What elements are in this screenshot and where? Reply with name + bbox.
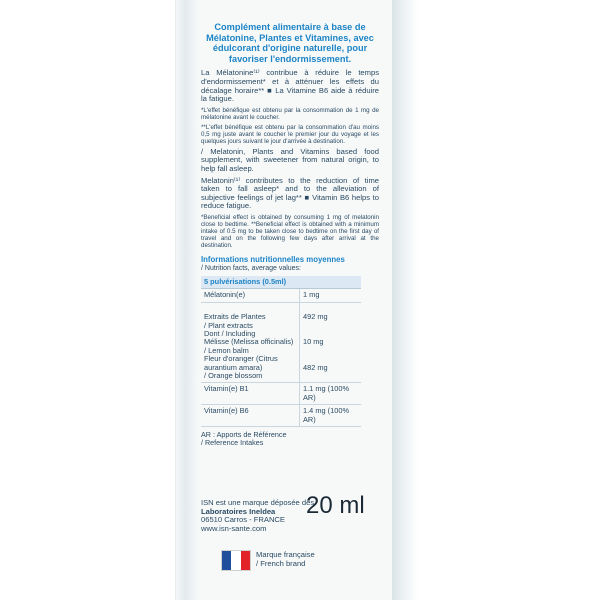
table-row <box>201 405 361 427</box>
nutrient-name: Vitamin(e) B1 <box>201 383 300 405</box>
table-row <box>201 383 361 405</box>
nutrient-name: Mélatonin(e) <box>201 289 300 302</box>
nutrient-name: Vitamin(e) B6 <box>201 405 300 427</box>
reference-intakes <box>201 431 379 447</box>
brand-website: www.isn-sante.com <box>201 524 267 534</box>
origin-text <box>256 550 315 569</box>
box-right-edge <box>392 0 418 600</box>
serving-size: 5 pulvérisations (0.5ml) <box>201 276 361 289</box>
french-flag-icon <box>221 550 251 571</box>
box-left-edge <box>175 0 198 600</box>
nutrient-value: 1 mg <box>300 289 362 302</box>
brand-block <box>201 499 381 534</box>
nutrient-value: 1.4 mg (100% AR) <box>300 405 362 427</box>
brand-line: ISN est une marque déposée des <box>201 498 315 507</box>
en-intro: / Melatonin, Plants and Vitamins based food supplement, with sweetener from natural origin, to help fall asleep. <box>201 146 379 173</box>
table-row <box>201 302 361 383</box>
table-row <box>201 289 361 302</box>
origin-en: / French brand <box>256 558 306 568</box>
nutrient-value: 1.1 mg (100% AR) <box>300 383 362 405</box>
nutrient-name <box>201 302 300 383</box>
nutrition-serving-row <box>201 276 361 289</box>
fr-note-1: *L'effet bénéfique est obtenu par la consommation de 1 mg de mélatonine avant le coucher. <box>201 106 379 121</box>
nutrition-heading: Informations nutritionnelles moyennes <box>201 254 345 264</box>
origin-block <box>221 550 315 571</box>
volume-label: 20 ml <box>306 492 365 519</box>
nutrient-value <box>300 302 362 383</box>
fr-claim: La Mélatonine⁽¹⁾ contribue à réduire le temps d'endormissement* et à atténuer les effets du décalage horaire** ■ La Vitamine B6 aide à réduire la fatigue. <box>201 68 379 104</box>
brand-address: 06510 Carros - FRANCE <box>201 515 285 525</box>
company-name: Laboratoires Ineldea <box>201 506 276 516</box>
fr-note-2: **L'effet bénéfique est obtenu par la consommation d'au moins 0,5 mg juste avant le coucher le premier jour du voyage et les quelques jours suivant le jour d'arrivée à destination. <box>201 123 379 145</box>
en-notes: *Beneficial effect is obtained by consuming 1 mg of melatonin close to bedtime. **Beneficial effect is obtained with a minimum intake of 0.5 mg to be taken close to bedtime on the first day of travel and on the following few days after arrival at the destination. <box>201 213 379 249</box>
product-title: Complément alimentaire à base de Mélatonine, Plantes et Vitamines, avec édulcorant d'origine naturelle, pour favoriser l'endormissement. <box>206 22 374 64</box>
en-claim: Melatonin⁽¹⁾ contributes to the reduction of time taken to fall asleep* and to the alleviation of subjective feelings of jet lag** ■ Vitamin B6 helps to reduce fatigue. <box>201 175 379 211</box>
nutrition-heading-en: / Nutrition facts, average values: <box>201 264 301 272</box>
plant-extracts-values: 492 mg 10 mg 482 mg <box>303 312 328 372</box>
origin-fr: Marque française <box>256 550 315 559</box>
reference-fr: AR : Apports de Référence <box>201 430 287 439</box>
reference-en: / Reference Intakes <box>201 438 264 447</box>
nutrition-table <box>201 276 361 427</box>
plant-extracts-text: Extraits de Plantes / Plant extracts Dont / Including Mélisse (Melissa officinalis) / Lemon balm Fleur d'oranger (Citrus aurantium amara) / Orange blossom <box>204 312 294 380</box>
background-left <box>0 0 165 600</box>
